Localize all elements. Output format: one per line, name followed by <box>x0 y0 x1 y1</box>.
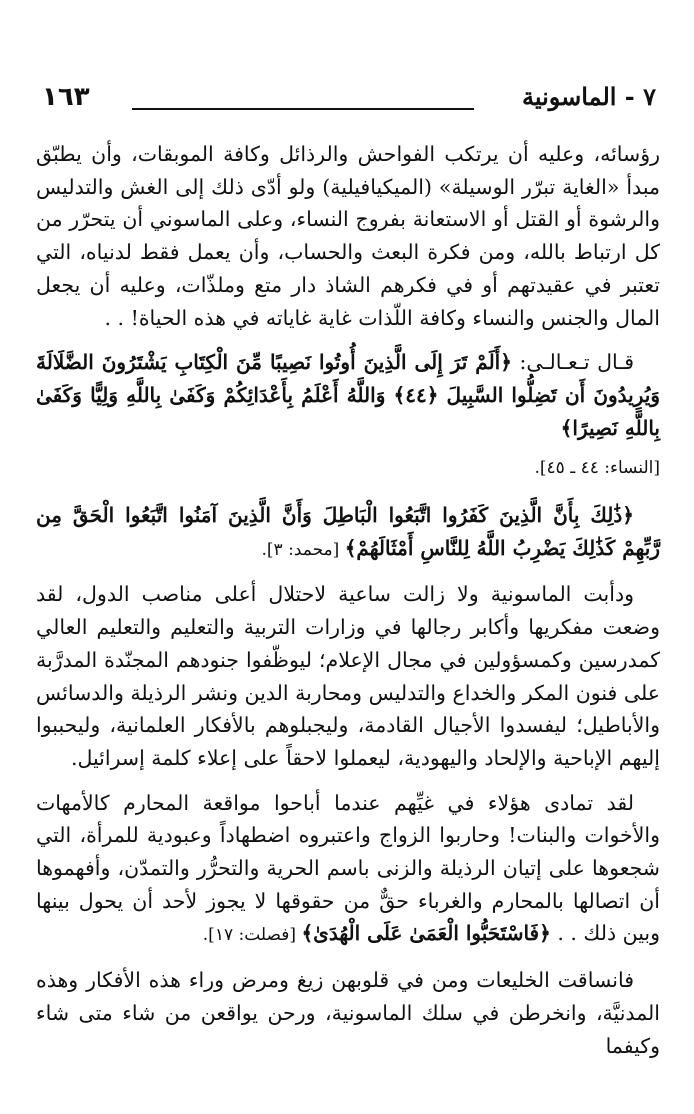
quran-verse-fussilat: ﴿فَاسْتَحَبُّوا الْعَمَىٰ عَلَى الْهُدَىٰ﴾ <box>301 921 551 946</box>
header-rule <box>132 108 474 110</box>
reference-nisa: [النساء: ٤٤ ـ ٤٥]. <box>534 458 660 479</box>
quran-verse-muhammad: ﴿ذَٰلِكَ بِأَنَّ الَّذِينَ كَفَرُوا اتَّبَعُوا الْبَاطِلَ وَأَنَّ الَّذِينَ آمَنُوا اتَّبَعُوا الْحَقَّ مِن رَّبِّهِمْ كَذَٰلِكَ يَضْرِبُ اللَّهُ لِلنَّاسِ أَمْثَالَهُمْ﴾ <box>36 503 660 560</box>
reference-fussilat: [فصلت: ١٧]. <box>202 925 302 946</box>
reference-muhammad: [محمد: ٣]. <box>261 539 345 560</box>
reference-nisa-line <box>36 450 660 485</box>
paragraph-moral-decay <box>36 787 660 953</box>
paragraph-continuation: فانساقت الخليعات ومن في قلوبهن زيغ ومرض وراء هذه الأفكار وهذه المدنيَّة، وانخرطن في سلك الماسونية، ورحن يواقعن من شاء متى شاء وكيفما <box>36 968 660 1058</box>
paragraph-quran-muhammad <box>36 499 660 566</box>
paragraph-quran-nisa <box>36 346 660 444</box>
page-number: ١٦٣ <box>42 82 90 112</box>
paragraph-masonic-principles: رؤسائه، وعليه أن يرتكب الفواحش والرذائل وكافة الموبقات، وأن يطبّق مبدأ «الغاية تبرّر الوسيلة» (الميكيافيلية) ولو أدّى ذلك إلى الغش والتدليس والرشوة أو القتل أو الاستعانة بفروج النساء، وعلى الماسوني أن يتحرّر من كل ارتباط بالله، ومن فكرة البعث والحساب، وأن يعمل فقط لدنياه، التي تعتبر في عقيدتهم أو في فكرهم الشاذ دار متع وملذّات، وعليه أن يجعل المال والجنس والنساء وكافة اللّذات غاية غاياته في هذه الحياة! . . <box>36 142 660 330</box>
page-header <box>36 74 660 114</box>
book-page <box>36 74 660 1074</box>
quran-intro: قـال تـعـالـى: <box>511 350 635 375</box>
body-text <box>36 138 660 1062</box>
moral-decay-text: لقد تمادى هؤلاء في غيِّهم عندما أباحوا مواقعة المحارم كالأمهات والأخوات والبنات! وحاربوا الزواج واعتبروه اضطهاداً وعبودية للمرأة، التي شجعوها على إتيان الرذيلة والزنى باسم الحرية والتحرُّر والتمدّن، وأفهموها أن اتصالها بالمحارم والغرباء حقٌّ من حقوقها لا يجوز لأحد أن يحول بينها وبين ذلك . . <box>36 790 660 946</box>
paragraph-masonic-positions: ودأبت الماسونية ولا زالت ساعية لاحتلال أعلى مناصب الدول، لقد وضعت مفكريها وأكابر رجالها في وزارات التربية والتعليم والتعليم العالي كمدرسين وكمسؤولين في مجال الإعلام؛ ليوظّفوا جنودهم المجنّدة المدرَّبة على فنون المكر والخداع والتدليس ومحاربة الدين ونشر الرذيلة والدسائس والأباطيل؛ ليفسدوا الأجيال القادمة، وليجبلوهم بالأفكار العلمانية، وليحببوا إليهم الإباحية والإلحاد واليهودية، ليعملوا لاحقاً على إعلاء كلمة إسرائيل. <box>36 582 660 770</box>
quran-verse-nisa: ﴿أَلَمْ تَرَ إِلَى الَّذِينَ أُوتُوا نَصِيبًا مِّنَ الْكِتَابِ يَشْتَرُونَ الضَّلَالَةَ وَيُرِيدُونَ أَن تَضِلُّوا السَّبِيلَ ﴿٤٤﴾ وَاللَّهُ أَعْلَمُ بِأَعْدَائِكُمْ وَكَفَىٰ بِاللَّهِ وَلِيًّا وَكَفَىٰ بِاللَّهِ نَصِيرًا﴾ <box>36 350 660 440</box>
chapter-title: ٧ - الماسونية <box>521 82 656 111</box>
